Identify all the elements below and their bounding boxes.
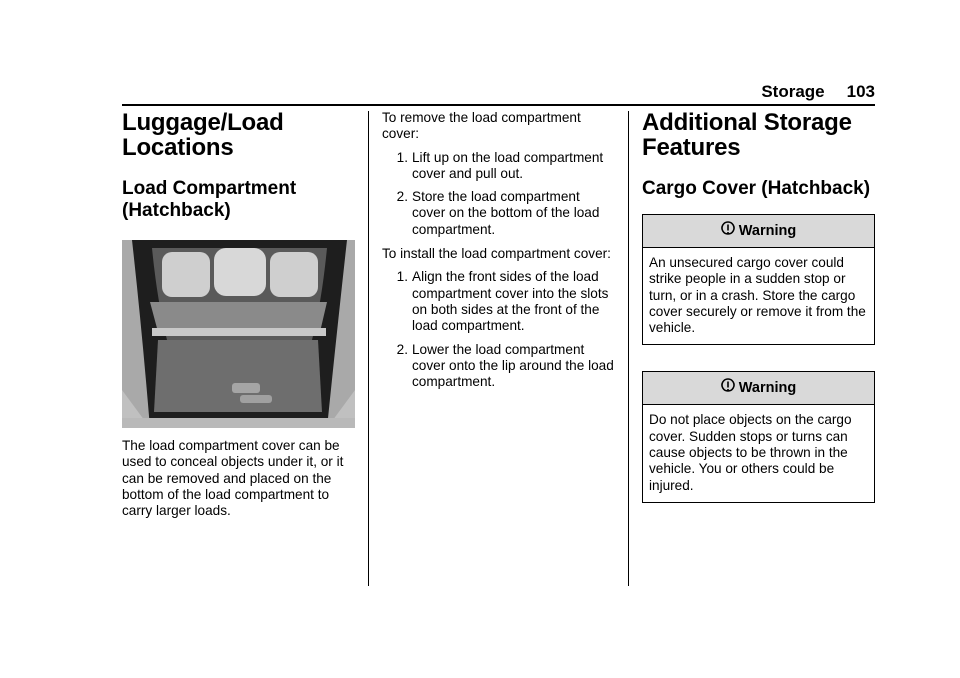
- list-item: 2. Store the load compartment cover on the bottom of the load compartment.: [396, 189, 600, 237]
- install-intro: To install the load compartment cover:: [382, 246, 611, 262]
- list-item: 1. Lift up on the load compartment cover and pull out.: [396, 149, 604, 181]
- column-2: [382, 110, 614, 398]
- subsection-title-load-compartment: Load Compartment (Hatchback): [122, 178, 297, 221]
- section-title-additional-storage: Additional Storage Features: [642, 109, 852, 161]
- list-item: 2. Lower the load compartment cover onto the lip around the load compartment.: [396, 341, 614, 390]
- warning-box: [642, 371, 875, 502]
- subsection-title-cargo-cover: Cargo Cover (Hatchback): [642, 178, 871, 199]
- warning-label: Warning: [738, 380, 797, 397]
- load-compartment-description: The load compartment cover can be used to conceal objects under it, or it can be removed and placed on the bottom of the load compartment to carry larger loads.: [122, 438, 344, 519]
- column-divider-1: [368, 111, 369, 586]
- column-1: [122, 110, 358, 526]
- section-name: Storage: [761, 82, 825, 101]
- install-steps: [382, 269, 614, 390]
- list-item: 1. Align the front sides of the load compartment cover into the slots on both sides at the front of the load compartment.: [396, 269, 609, 334]
- page-header: [0, 82, 875, 102]
- warning-text: Do not place objects on the cargo cover. Sudden stops or turns can cause objects to be thrown in the vehicle. You or others could be injured.: [649, 412, 852, 493]
- column-divider-2: [628, 111, 629, 586]
- warning-icon: [721, 378, 735, 394]
- column-3: [642, 110, 875, 529]
- remove-intro: To remove the load compartment cover:: [382, 110, 581, 142]
- warning-text: An unsecured cargo cover could strike people in a sudden stop or turn, or in a crash. Store the cargo cover securely or remove it from the vehicle.: [649, 255, 866, 336]
- warning-icon: [721, 221, 735, 237]
- remove-steps: [382, 150, 614, 238]
- section-title-luggage: Luggage/Load Locations: [122, 109, 284, 161]
- header-rule: [122, 104, 875, 106]
- page-number: 103: [846, 82, 875, 101]
- cargo-area-photo: [122, 240, 355, 428]
- warning-label: Warning: [738, 223, 797, 239]
- warning-box: [642, 214, 875, 345]
